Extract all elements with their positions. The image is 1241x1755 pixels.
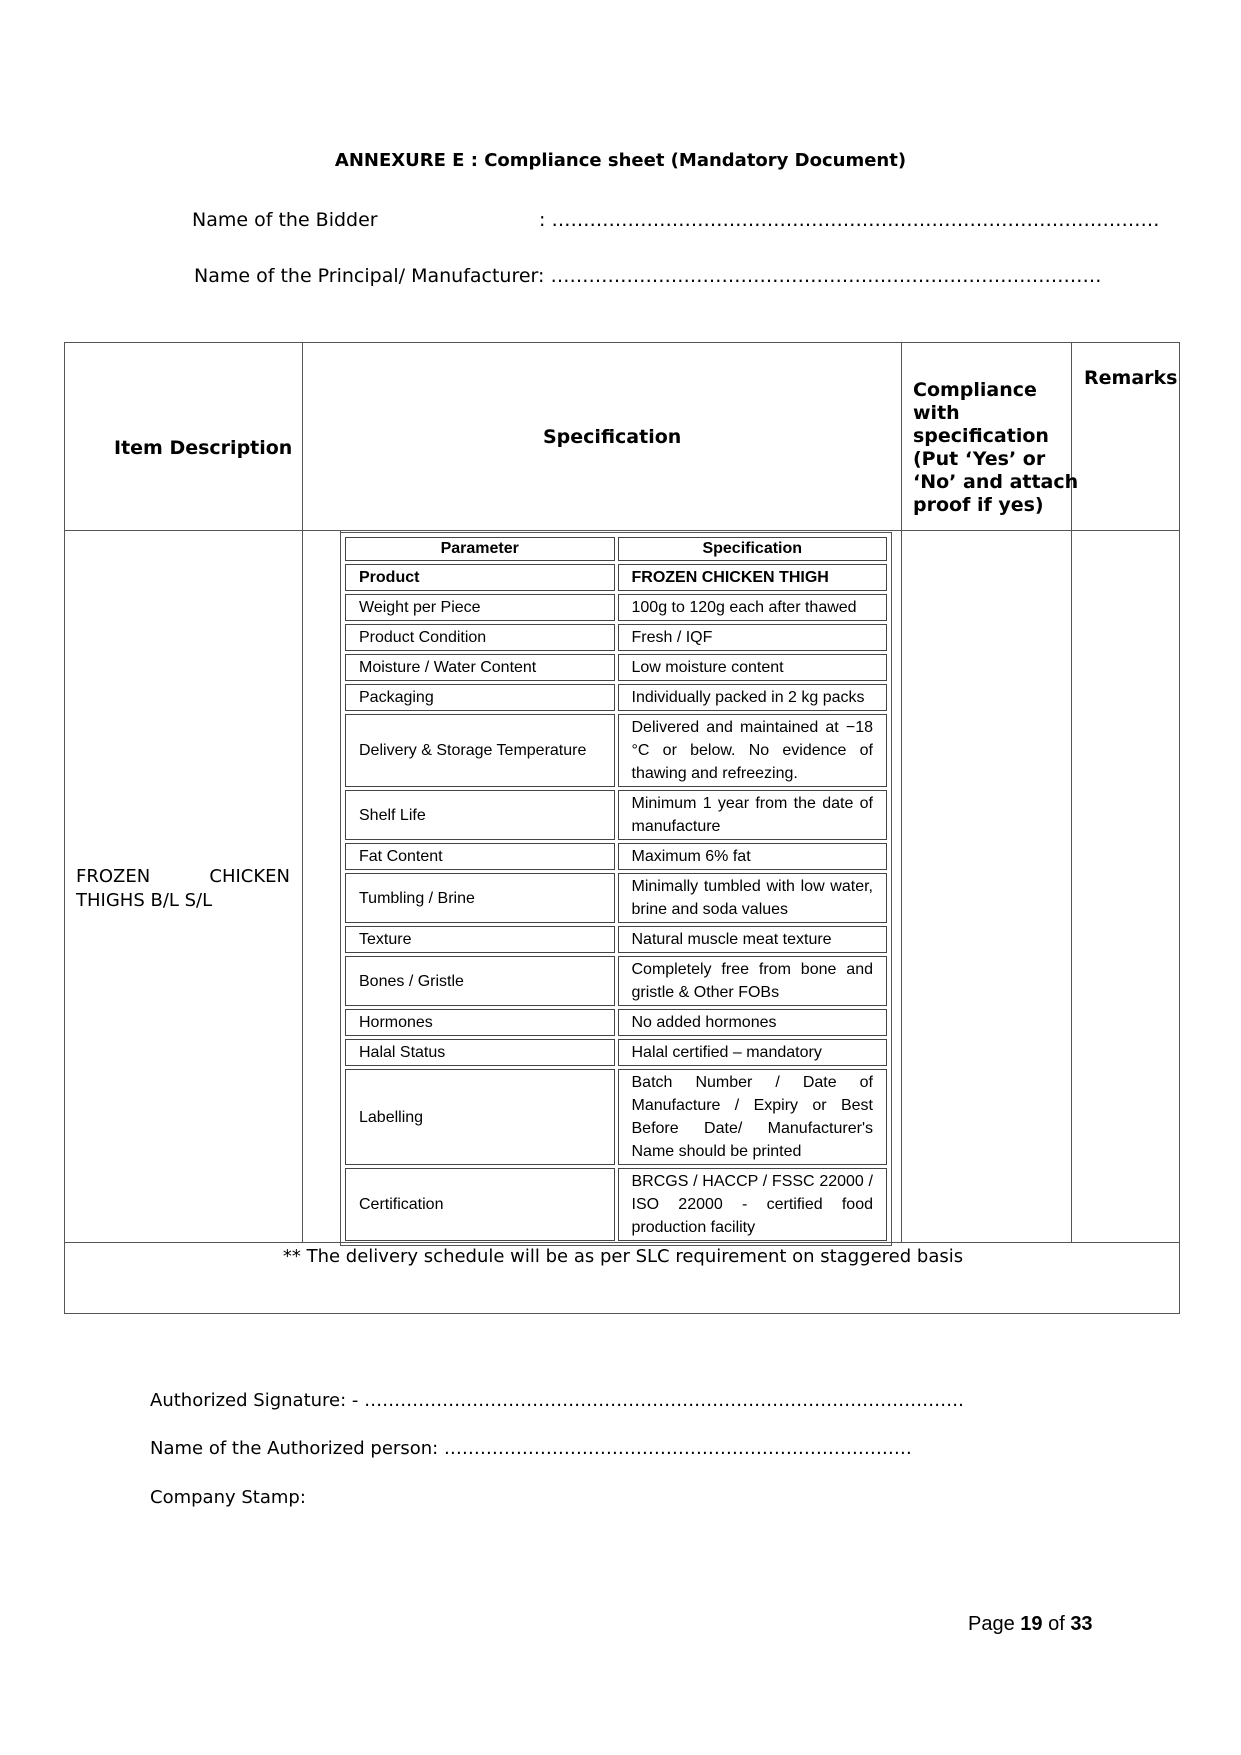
spec-row (345, 873, 887, 923)
specification-cell: Delivered and maintained at −18 °C or below. No evidence of thawing and refreezing. (618, 714, 888, 787)
spec-row (345, 714, 887, 787)
specification-cell: Maximum 6% fat (618, 843, 888, 870)
parameter-cell: Texture (345, 926, 615, 953)
bidder-field: : …………………………………………………………………………………… (539, 209, 1160, 231)
specification-cell: Low moisture content (618, 654, 888, 681)
divider (901, 343, 902, 1242)
parameter-cell: Product (345, 564, 615, 591)
spec-row (345, 654, 887, 681)
parameter-cell: Delivery & Storage Temperature (345, 714, 615, 787)
col-header-specification: Specification (618, 537, 888, 561)
parameter-cell: Tumbling / Brine (345, 873, 615, 923)
spec-row (345, 926, 887, 953)
parameter-cell: Halal Status (345, 1039, 615, 1066)
header-remarks: Remarks (1084, 367, 1178, 389)
spec-row (345, 1069, 887, 1165)
specification-cell: 100g to 120g each after thawed (618, 594, 888, 621)
spec-row (345, 624, 887, 651)
parameter-cell: Moisture / Water Content (345, 654, 615, 681)
parameter-cell: Packaging (345, 684, 615, 711)
col-header-parameter: Parameter (345, 537, 615, 561)
company-stamp: Company Stamp: (150, 1487, 306, 1508)
parameter-cell: Product Condition (345, 624, 615, 651)
header-specification: Specification (543, 426, 682, 448)
header-compliance: Compliance with specification (Put ‘Yes’ or ‘No’ and attach proof if yes) (913, 379, 1079, 516)
spec-row (345, 843, 887, 870)
specification-cell: Batch Number / Date of Manufacture / Expiry or Best Before Date/ Manufacturer's Name should be printed (618, 1069, 888, 1165)
spec-row (345, 1039, 887, 1066)
parameter-cell: Shelf Life (345, 790, 615, 840)
specification-cell: BRCGS / HACCP / FSSC 22000 / ISO 22000 - certified food production facility (618, 1168, 888, 1241)
parameter-cell: Certification (345, 1168, 615, 1241)
specification-table (340, 532, 892, 1246)
specification-cell: Natural muscle meat texture (618, 926, 888, 953)
parameter-cell: Labelling (345, 1069, 615, 1165)
spec-row (345, 564, 887, 591)
specification-cell: Minimum 1 year from the date of manufacture (618, 790, 888, 840)
spec-row (345, 1168, 887, 1241)
spec-row (345, 684, 887, 711)
parameter-cell: Fat Content (345, 843, 615, 870)
header-item-description: Item Description (114, 437, 293, 459)
specification-cell: Minimally tumbled with low water, brine and soda values (618, 873, 888, 923)
delivery-note: ** The delivery schedule will be as per SLC requirement on staggered basis (282, 1246, 964, 1267)
authorized-signature: Authorized Signature: - ………………………………………………………………………………………. (150, 1390, 964, 1411)
divider (302, 343, 303, 1242)
bidder-label: Name of the Bidder (192, 209, 378, 231)
specification-cell: Fresh / IQF (618, 624, 888, 651)
parameter-cell: Hormones (345, 1009, 615, 1036)
parameter-cell: Bones / Gristle (345, 956, 615, 1006)
header-rule (65, 530, 1179, 531)
page-number: Page 19 of 33 (968, 1613, 1093, 1635)
principal-line: Name of the Principal/ Manufacturer: …………………………………………………………………………… (194, 265, 1102, 287)
parameter-cell: Weight per Piece (345, 594, 615, 621)
specification-cell: FROZEN CHICKEN THIGH (618, 564, 888, 591)
authorized-person: Name of the Authorized person: …………………………………………………………………… (150, 1438, 912, 1459)
spec-row (345, 956, 887, 1006)
specification-cell: No added hormones (618, 1009, 888, 1036)
spec-row (345, 790, 887, 840)
spec-row (345, 1009, 887, 1036)
specification-cell: Completely free from bone and gristle & Other FOBs (618, 956, 888, 1006)
item-description: FROZEN CHICKEN THIGHS B/L S/L (76, 866, 290, 911)
specification-cell: Individually packed in 2 kg packs (618, 684, 888, 711)
page-title: ANNEXURE E : Compliance sheet (Mandatory Document) (334, 150, 907, 171)
spec-row (345, 594, 887, 621)
specification-cell: Halal certified – mandatory (618, 1039, 888, 1066)
